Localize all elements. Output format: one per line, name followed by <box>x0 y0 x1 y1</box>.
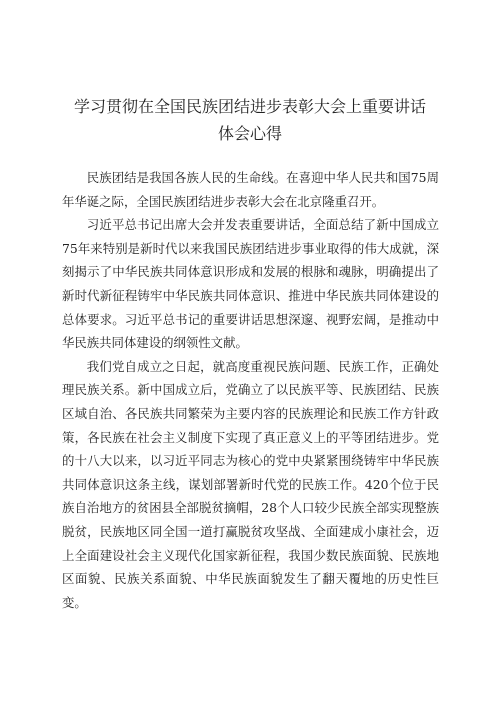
body-paragraph: 我们党自成立之日起，就高度重视民族问题、民族工作，正确处理民族关系。新中国成立后，党确立了以民族平等、民族团结、民族区域自治、各民族共同繁荣为主要内容的民族理论和民族工作方针政策，各民族在社会主义制度下实现了真正意义上的平等团结进步。党的十八大以来，以习近平同志为核心的党中央紧紧围绕铸牢中华民族共同体意识这条主线，谋划部署新时代党的民族工作。420个位于民族自治地方的贫困县全部脱贫摘帽，28个人口较少民族全部实现整族脱贫，民族地区同全国一道打赢脱贫攻坚战、全面建成小康社会，迈上全面建设社会主义现代化国家新征程，我国少数民族面貌、民族地区面貌、民族关系面貌、中华民族面貌发生了翻天覆地的历史性巨变。 <box>62 358 439 610</box>
body-paragraph: 民族团结是我国各族人民的生命线。在喜迎中华人民共和国75周年华诞之际，全国民族团结进步表彰大会在北京隆重召开。 <box>62 170 439 209</box>
document-title: 学习贯彻在全国民族团结进步表彰大会上重要讲话体会心得 <box>73 97 426 143</box>
body-paragraph: 习近平总书记出席大会并发表重要讲话，全面总结了新中国成立75年来特别是新时代以来我国民族团结进步事业取得的伟大成就，深刻揭示了中华民族共同体意识形成和发展的根脉和魂脉，明确提出了新时代新征程铸牢中华民族共同体意识、推进中华民族共同体建设的总体要求。习近平总书记的重要讲话思想深邃、视野宏阔，是推动中华民族共同体建设的纲领性文献。 <box>62 217 439 351</box>
document-body <box>62 166 439 614</box>
